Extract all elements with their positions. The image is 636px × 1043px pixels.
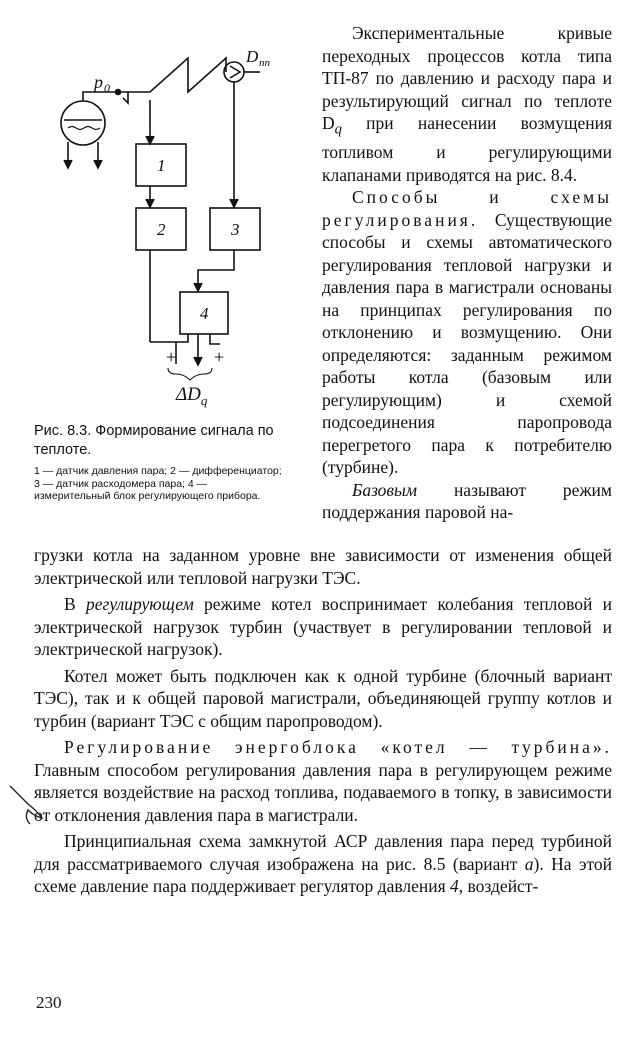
section-heading-power-unit: Регулирование энергоблока «котел — турбина». — [64, 737, 612, 757]
paragraph-5: Котел может быть подключен как к одной турбине (блочный вариант ТЭС), так и к общей паровой магистрали, объединяющей группу котлов и турбин (вариант ТЭС с общим паропроводом). — [34, 665, 612, 731]
paragraph-3-end: грузки котла на заданном уровне вне зависимости от изменения общей электрической или тепловой нагрузки ТЭС. — [34, 545, 612, 588]
caption-legend: 1 — датчик давления пара; 2 — дифференциатор; 3 — датчик расходомера пара; 4 — измерительный блок регулирующего прибора. — [34, 465, 282, 502]
paragraph-7: Принципиальная схема замкнутой АСР давления пара перед турбиной для рассматриваемого случая изображена на рис. 8.5 (вариант а). На этой схеме давление пара поддерживает регулятор давления 4, воздейст- — [34, 831, 612, 896]
block-4-label: 4 — [200, 304, 209, 323]
boiler-drum — [61, 101, 105, 145]
figure-caption — [34, 422, 284, 503]
section-heading-methods: Способы и схемы регулирования. — [322, 187, 612, 230]
plus-left: + — [166, 347, 177, 367]
svg-text:D: D — [246, 47, 259, 66]
paragraph-1: Экспериментальные кривые переходных процессов котла типа ТП-87 по давлению и расходу пара и результирующий сигнал по теплоте $D_q$ при нанесении возмущения топливом и регулирующими клапанами приводятся на рис. 8.4. — [322, 23, 612, 185]
paragraph-3-start: Базовым называют режим поддержания паровой на- — [322, 479, 612, 522]
page-number: 230 — [36, 993, 62, 1012]
full-width-text — [34, 544, 612, 898]
plus-right: + — [214, 347, 225, 367]
paragraph-4: В регулирующем режиме котел воспринимает колебания тепловой и электрической нагрузок турбин (участвует в регулировании тепловой и электрической нагрузок). — [34, 594, 612, 659]
svg-text:пп: пп — [259, 57, 270, 69]
block-3-label: 3 — [231, 220, 240, 239]
paragraph-2: Способы и схемы регулирования. Существующие способы и схемы автоматического регулирования тепловой нагрузки и давления пара в магистрали основаны на принципах регулирования по отклонению и возмущению. Они определяются: заданным режимом работы котла (базовым или регулирующим) и схемой подсоединения паропровода перегретого пара к потребителю (турбине). — [322, 187, 612, 477]
signal-formation-diagram — [28, 28, 318, 418]
svg-text:0: 0 — [104, 81, 110, 95]
svg-text:p: p — [94, 72, 103, 92]
output-label: $\Delta D_q$ — [176, 384, 208, 408]
block-2-label: 2 — [157, 220, 166, 239]
block-1-label: 1 — [157, 156, 166, 175]
paragraph-6: Регулирование энергоблока «котел — турбина». Главным способом регулирования давления пара в регулирующем режиме является воздействие на расход топлива, подаваемого в топку, в зависимости от отклонения давления пара в магистрали. — [34, 737, 612, 825]
right-column-text — [322, 22, 612, 524]
handwritten-margin-mark — [8, 782, 44, 828]
caption-title: Рис. 8.3. Формирование сигнала по теплоте. — [34, 423, 274, 458]
